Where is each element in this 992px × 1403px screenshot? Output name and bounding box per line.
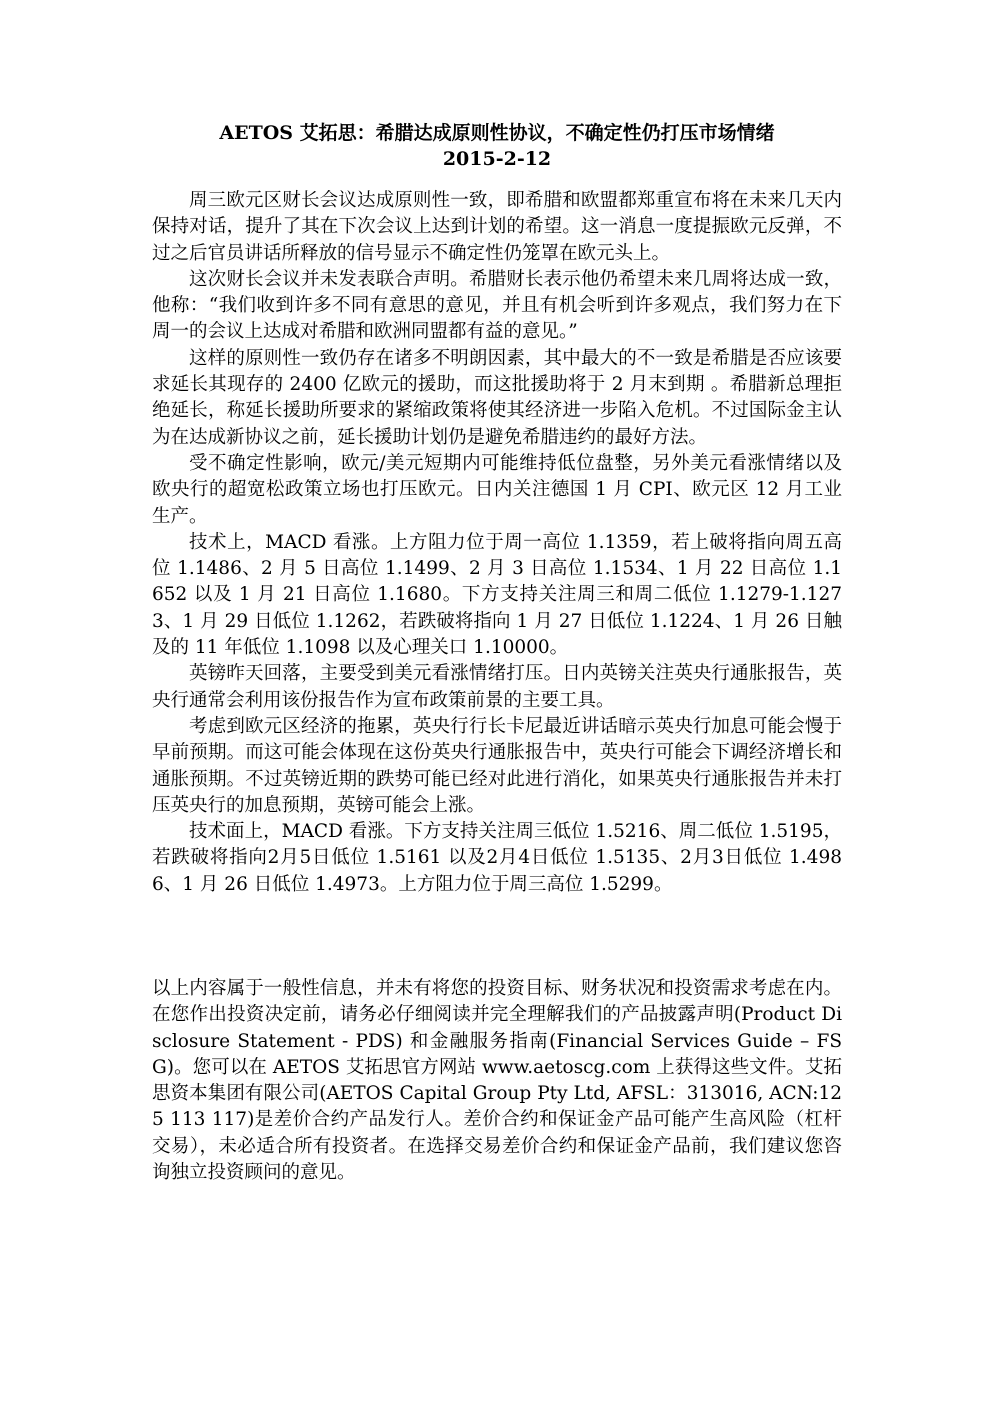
article-paragraph: 周三欧元区财长会议达成原则性一致，即希腊和欧盟都郑重宣布将在未来几天内保持对话，提升了其在下次会议上达到计划的希望。这一消息一度提振欧元反弹，不过之后官员讲话所释放的信号显示不确定性仍笼罩在欧元头上。	[152, 190, 842, 264]
article-paragraph: 这样的原则性一致仍存在诸多不明朗因素，其中最大的不一致是希腊是否应该要求延长其现存的 2400 亿欧元的援助，而这批援助将于 2 月末到期 。希腊新总理拒绝延长，称延长援助所要求的紧缩政策将使其经济进一步陷入危机。不过国际金主认为在达成新协议之前，延长援助计划仍是避免希腊违约的最好方法。	[152, 347, 842, 448]
article-date: 2015-2-12	[442, 148, 552, 170]
article-paragraph: 技术上，MACD 看涨。上方阻力位于周一高位 1.1359，若上破将指向周五高位 1.1486、2 月 5 日高位 1.1499、2 月 3 日高位 1.1534、1 月 22 日高位 1.1652 以及 1 月 21 日高位 1.1680。下方支持关注周三和周二低位 1.1279-1.1273、1 月 29 日低位 1.1262，若跌破将指向 1 月 27 日低位 1.1224、1 月 26 日触及的 11 年低位 1.1098 以及心理关口 1.10000。	[152, 531, 842, 659]
article-paragraph: 受不确定性影响，欧元/美元短期内可能维持低位盘整，另外美元看涨情绪以及欧央行的超宽松政策立场也打压欧元。日内关注德国 1 月 CPI、欧元区 12 月工业生产。	[152, 452, 842, 527]
article-paragraph: 技术面上，MACD 看涨。下方支持关注周三低位 1.5216、周二低位 1.5195，若跌破将指向2月5日低位 1.5161 以及2月4日低位 1.5135、2月3日低位 1.4986、1 月 26 日低位 1.4973。上方阻力位于周三高位 1.5299。	[152, 821, 842, 895]
article-title: AETOS 艾拓思：希腊达成原则性协议，不确定性仍打压市场情绪	[219, 122, 775, 144]
article-paragraph: 考虑到欧元区经济的拖累，英央行行长卡尼最近讲话暗示英央行加息可能会慢于早前预期。而这可能会体现在这份英央行通胀报告中，英央行可能会下调经济增长和通胀预期。不过英镑近期的跌势可能已经对此进行消化，如果英央行通胀报告并未打压英央行的加息预期，英镑可能会上涨。	[152, 715, 842, 816]
disclaimer: 以上内容属于一般性信息，并未有将您的投资目标、财务状况和投资需求考虑在内。在您作出投资决定前，请务必仔细阅读并完全理解我们的产品披露声明(Product Disclosure Statement - PDS) 和金融服务指南(Financial Services Guide – FSG)。您可以在 AETOS 艾拓思官方网站 www.aetoscg.com 上获得这些文件。艾拓思资本集团有限公司(AETOS Capital Group Pty Ltd, AFSL：313016, ACN:125 113 117)是差价合约产品发行人。差价合约和保证金产品可能产生高风险（杠杆交易），未必适合所有投资者。在选择交易差价合约和保证金产品前，我们建议您咨询独立投资顾问的意见。	[152, 978, 842, 1184]
article	[152, 120, 842, 898]
article-paragraph: 这次财长会议并未发表联合声明。希腊财长表示他仍希望未来几周将达成一致，他称：“我们收到许多不同有意思的意见，并且有机会听到许多观点，我们努力在下周一的会议上达成对希腊和欧洲同盟都有益的意见。”	[152, 268, 842, 343]
article-paragraph: 英镑昨天回落，主要受到美元看涨情绪打压。日内英镑关注英央行通胀报告，英央行通常会利用该份报告作为宣布政策前景的主要工具。	[152, 663, 842, 711]
